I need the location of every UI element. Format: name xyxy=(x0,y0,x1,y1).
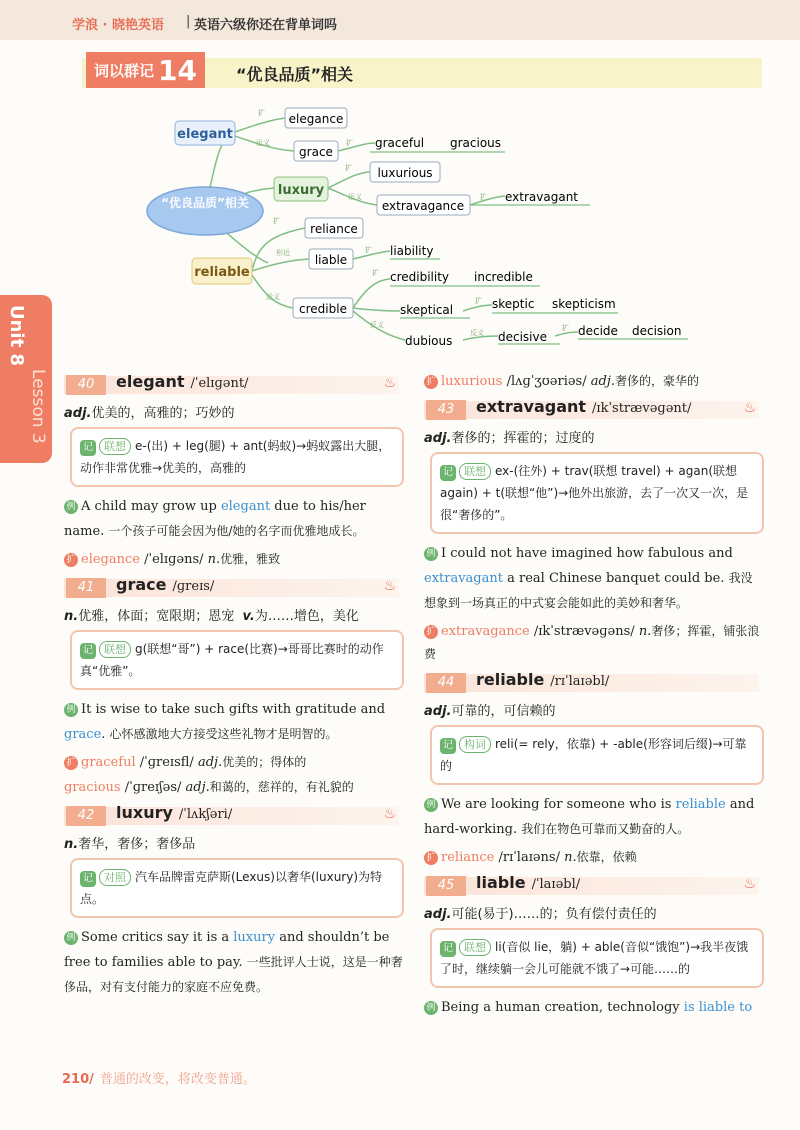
entry-number: 43 xyxy=(426,400,466,420)
memo-icon: 记 xyxy=(80,871,96,887)
page-footer xyxy=(62,1068,256,1087)
headword: luxury xyxy=(116,803,173,822)
rel-label: 近义 xyxy=(266,293,280,301)
mindmap-reliable: reliable xyxy=(194,265,250,280)
entry-header xyxy=(424,873,764,899)
mindmap-skeptic: skeptic xyxy=(492,297,535,311)
rel-label: 近义 xyxy=(256,139,270,147)
rel-label: 扩 xyxy=(562,324,569,332)
derivative: 扩 elegance /ˈelɪɡəns/ n.优雅，雅致 xyxy=(64,548,404,571)
example-icon: 例 xyxy=(64,931,78,945)
footer-slogan: 普通的改变，将改变普通。 xyxy=(99,1072,256,1087)
headword: extravagant xyxy=(476,397,587,416)
memory-tip: 记 对照 汽车品牌雷克萨斯(Lexus)以奢华(luxury)为特点。 xyxy=(70,858,404,918)
extend-icon: 扩 xyxy=(424,375,438,389)
mindmap-liability: liability xyxy=(390,244,434,258)
mindmap-reliance: reliance xyxy=(310,222,358,236)
extend-icon: 扩 xyxy=(424,625,438,639)
example-icon: 例 xyxy=(424,1001,438,1015)
flame-icon: ♨ xyxy=(743,876,756,892)
rel-label: 扩 xyxy=(345,164,352,172)
section-title: “优良品质”相关 xyxy=(236,65,354,84)
memory-tip: 记 联想 g(联想“哥”) + race(比赛)→哥哥比赛时的动作真“优雅”。 xyxy=(70,630,404,690)
entry-number: 45 xyxy=(426,876,466,896)
entry-header xyxy=(64,803,404,829)
memo-tag: 联想 xyxy=(459,463,491,480)
flame-icon: ♨ xyxy=(383,578,396,594)
definition: adj.优美的，高雅的；巧妙的 xyxy=(64,406,235,421)
derivative: gracious /ˈɡreɪʃəs/ adj.和蔼的，慈祥的，有礼貌的 xyxy=(64,780,354,795)
rel-label: 扩 xyxy=(372,269,379,277)
mindmap-graceful: graceful xyxy=(375,136,425,150)
mindmap-credible: credible xyxy=(299,302,347,316)
mindmap-extravagance: extravagance xyxy=(381,199,465,213)
extend-icon: 扩 xyxy=(424,851,438,865)
example-icon: 例 xyxy=(424,547,438,561)
memo-icon: 记 xyxy=(440,465,456,481)
memo-icon: 记 xyxy=(440,738,456,754)
rel-label: 形近 xyxy=(276,249,290,257)
word-mindmap xyxy=(0,95,800,365)
brand-name: 学浪 · 晓艳英语 xyxy=(72,18,164,33)
memo-tag: 联想 xyxy=(99,641,131,658)
phonetic: /ɪkˈstrævəɡənt/ xyxy=(592,401,692,416)
section-tag xyxy=(86,52,205,88)
example-sentence: 例 It is wise to take such gifts with gratitude and grace. 心怀感激地大方接受这些礼物才是明智的。 xyxy=(64,702,386,742)
example-sentence: 例 Being a human creation, technology is liable to xyxy=(424,996,764,1020)
rel-label: 近义 xyxy=(348,193,362,201)
rel-label: 反义 xyxy=(370,321,384,329)
entry-header xyxy=(64,575,404,601)
derivative: 扩 extravagance /ɪkˈstrævəɡəns/ n.奢侈；挥霍，铺张浪费 xyxy=(424,624,760,661)
memory-tip: 记 联想 ex-(往外) + trav(联想 travel) + agan(联想 again) + t(联想“他”)→他外出旅游，去了一次又一次，是很“奢侈的”。 xyxy=(430,452,764,534)
mindmap-dubious: dubious xyxy=(405,334,453,348)
mindmap-center: “优良品质”相关 xyxy=(161,196,249,210)
definition: adj.奢侈的；挥霍的；过度的 xyxy=(424,431,595,446)
memo-icon: 记 xyxy=(440,941,456,957)
rel-label: 扩 xyxy=(475,297,482,305)
page-number: 210/ xyxy=(62,1072,94,1087)
example-sentence: 例 We are looking for someone who is reliable and hard-working. 我们在物色可靠而又勤奋的人。 xyxy=(424,797,755,837)
rel-label: 扩 xyxy=(480,193,487,201)
memory-tip: 记 构词 reli(= rely，依靠) + -able(形容词后缀)→可靠的 xyxy=(430,725,764,785)
mindmap-skeptical: skeptical xyxy=(400,303,454,317)
left-column xyxy=(64,368,404,1004)
unit-label: Unit 8 xyxy=(6,305,27,366)
derivative: 扩 luxurious /lʌɡˈʒʊəriəs/ adj.奢侈的，豪华的 xyxy=(424,370,764,393)
mindmap-decision: decision xyxy=(632,324,682,338)
headword: elegant xyxy=(116,372,185,391)
entry-number: 40 xyxy=(66,375,106,395)
unit-side-tab xyxy=(0,295,52,463)
example-sentence: 例 A child may grow up elegant due to his/her name. 一个孩子可能会因为他/她的名字而优雅地成长。 xyxy=(64,499,366,539)
mindmap-credibility: credibility xyxy=(390,270,450,284)
example-icon: 例 xyxy=(64,703,78,717)
mindmap-elegant: elegant xyxy=(177,127,233,142)
entry-header xyxy=(424,397,764,423)
page-header xyxy=(0,0,800,40)
section-tag-label: 词以群记 xyxy=(94,61,155,80)
example-sentence: 例 I could not have imagined how fabulous and extravagant a real Chinese banquet could be. 我没想象到一场真正的中式宴会能如此的美妙和奢华。 xyxy=(424,546,753,610)
headword: reliable xyxy=(476,670,545,689)
mindmap-extravagant: extravagant xyxy=(505,190,579,204)
mindmap-decide: decide xyxy=(578,324,618,338)
rel-label: 扩 xyxy=(346,139,353,147)
header-separator: | xyxy=(186,14,191,29)
headword: grace xyxy=(116,575,167,594)
entry-number: 44 xyxy=(426,673,466,693)
section-number: 14 xyxy=(158,53,197,87)
entry-header xyxy=(64,372,404,398)
entry-number: 41 xyxy=(66,578,106,598)
book-title: 英语六级你还在背单词吗 xyxy=(194,18,338,33)
rel-label: 扩 xyxy=(365,246,372,254)
memo-icon: 记 xyxy=(80,440,96,456)
memory-tip: 记 联想 li(音似 lie，躺) + able(音似“饿饱”)→我半夜饿了时，继续躺一会儿可能就不饿了→可能……的 xyxy=(430,928,764,988)
phonetic: /ˈlʌkʃəri/ xyxy=(178,807,233,822)
memo-tag: 联想 xyxy=(99,438,131,455)
example-sentence: 例 Some critics say it is a luxury and shouldn’t be free to families able to pay. 一些批评人士说，这是一种奢侈品，对有支付能力的家庭不应免费。 xyxy=(64,930,403,994)
mindmap-luxurious: luxurious xyxy=(377,166,433,180)
memory-tip: 记 联想 e-(出) + leg(腿) + ant(蚂蚁)→蚂蚁露出大腿，动作非常优雅→优美的，高雅的 xyxy=(70,427,404,487)
extend-icon: 扩 xyxy=(64,553,78,567)
mindmap-incredible: incredible xyxy=(474,270,533,284)
extend-icon: 扩 xyxy=(64,756,78,770)
entry-number: 42 xyxy=(66,806,106,826)
phonetic: /ɡreɪs/ xyxy=(172,579,215,594)
phonetic: /ˈelɪɡənt/ xyxy=(190,376,249,391)
example-icon: 例 xyxy=(64,500,78,514)
mindmap-gracious: gracious xyxy=(450,136,502,150)
rel-label: 扩 xyxy=(258,109,265,117)
right-column xyxy=(424,368,764,1024)
memo-tag: 对照 xyxy=(99,869,131,886)
definition: n.优雅，体面；宽限期；恩宠 v.为……增色，美化 xyxy=(64,609,359,624)
mindmap-grace: grace xyxy=(299,145,333,159)
memo-tag: 联想 xyxy=(459,939,491,956)
derivative: 扩 reliance /rɪˈlaɪəns/ n.依靠，依赖 xyxy=(424,846,764,869)
derivative: 扩 graceful /ˈɡreɪsfl/ adj.优美的；得体的 xyxy=(64,751,404,774)
definition: adj.可靠的，可信赖的 xyxy=(424,704,556,719)
mindmap-decisive: decisive xyxy=(498,330,548,344)
definition: adj.可能(易于)……的；负有偿付责任的 xyxy=(424,907,657,922)
mindmap-liable: liable xyxy=(314,253,348,267)
flame-icon: ♨ xyxy=(383,375,396,391)
lesson-label: Lesson 3 xyxy=(28,369,48,444)
mindmap-luxury: luxury xyxy=(277,183,325,198)
example-icon: 例 xyxy=(424,798,438,812)
mindmap-skepticism: skepticism xyxy=(552,297,616,311)
phonetic: /rɪˈlaɪəbl/ xyxy=(550,674,610,689)
flame-icon: ♨ xyxy=(383,806,396,822)
rel-label: 反义 xyxy=(470,329,484,337)
flame-icon: ♨ xyxy=(743,400,756,416)
headword: liable xyxy=(476,873,526,892)
memo-icon: 记 xyxy=(80,643,96,659)
rel-label: 扩 xyxy=(273,217,280,225)
definition: n.奢华，奢侈；奢侈品 xyxy=(64,837,196,852)
mindmap-elegance: elegance xyxy=(288,112,344,126)
phonetic: /ˈlaɪəbl/ xyxy=(531,877,581,892)
entry-header xyxy=(424,670,764,696)
memo-tag: 构词 xyxy=(459,736,491,753)
